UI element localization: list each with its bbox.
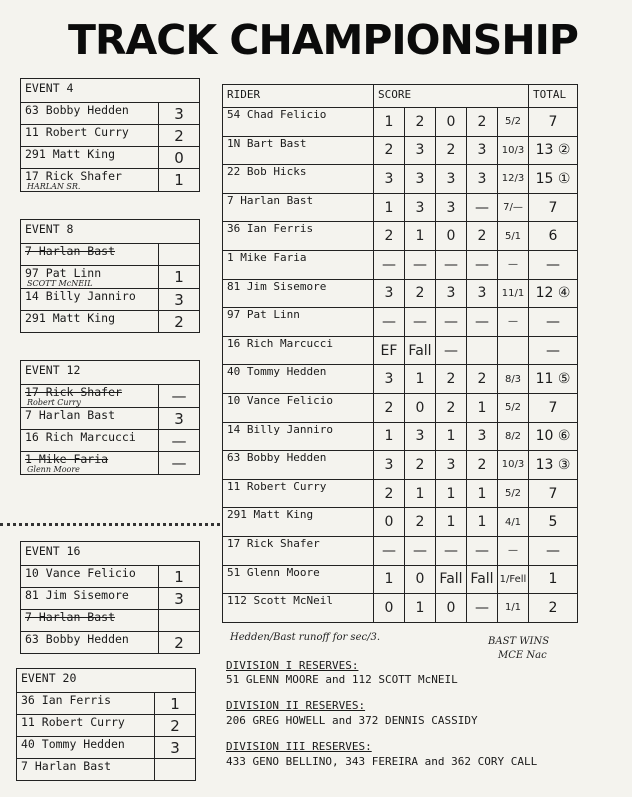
event-place	[155, 759, 196, 781]
standings-row	[223, 365, 578, 394]
event-place: —	[159, 430, 200, 452]
event-table	[20, 219, 200, 333]
score-cell: Fall	[436, 565, 467, 594]
event-rider: 14 Billy Janniro	[21, 289, 159, 311]
rider-name: 22 Bob Hicks	[223, 165, 374, 194]
event-rider: 63 Bobby Hedden	[21, 632, 159, 654]
score-cell: 2	[467, 222, 498, 251]
event-rider: 1 Mike Faria	[25, 452, 109, 466]
score-cell: 12/3	[498, 165, 529, 194]
event-rider: 7 Harlan Bast	[21, 408, 159, 430]
score-cell: 1	[405, 365, 436, 394]
winner-note-2: MCE Nac	[498, 650, 547, 661]
score-cell: 3	[405, 136, 436, 165]
rider-name: 1N Bart Bast	[223, 136, 374, 165]
score-cell: —	[498, 536, 529, 565]
dotted-divider	[0, 523, 220, 526]
score-cell: 1	[374, 193, 405, 222]
score-cell: 3	[467, 422, 498, 451]
standings-row	[223, 393, 578, 422]
score-cell: 3	[374, 365, 405, 394]
event-rider: 7 Harlan Bast	[21, 610, 159, 632]
score-cell: 3	[436, 279, 467, 308]
event-rider-cell	[21, 452, 159, 475]
total-cell: 13 ②	[529, 136, 578, 165]
score-cell: Fall	[405, 336, 436, 365]
reserves-heading-2	[226, 699, 365, 712]
event-rider: 10 Vance Felicio	[21, 566, 159, 588]
rider-name: 7 Harlan Bast	[223, 193, 374, 222]
standings-row	[223, 536, 578, 565]
score-cell: —	[374, 308, 405, 337]
runoff-note: Hedden/Bast runoff for sec/3.	[230, 632, 380, 643]
reserves-heading-1	[226, 659, 358, 672]
total-cell: —	[529, 336, 578, 365]
reserves-list-2: 206 GREG HOWELL and 372 DENNIS CASSIDY	[226, 714, 478, 727]
total-cell: 7	[529, 108, 578, 137]
event-rider: 7 Harlan Bast	[17, 759, 155, 781]
score-cell: 1	[436, 508, 467, 537]
score-cell: —	[498, 250, 529, 279]
event-place	[159, 610, 200, 632]
event-rider: 11 Robert Curry	[21, 125, 159, 147]
event-place: 3	[159, 588, 200, 610]
event-rider: 291 Matt King	[21, 311, 159, 333]
score-cell: 10/3	[498, 451, 529, 480]
event-rider-cell	[21, 169, 159, 192]
event-place: 3	[159, 289, 200, 311]
score-cell: 0	[436, 594, 467, 623]
event-place: 1	[159, 169, 200, 192]
standings-row	[223, 422, 578, 451]
score-cell: 7/—	[498, 193, 529, 222]
score-cell: 3	[374, 279, 405, 308]
event-rider: 97 Pat Linn	[25, 266, 102, 280]
total-cell: 6	[529, 222, 578, 251]
score-cell: Fall	[467, 565, 498, 594]
score-cell	[467, 336, 498, 365]
rider-name: 1 Mike Faria	[223, 250, 374, 279]
score-cell: 1	[467, 508, 498, 537]
score-cell: 2	[436, 393, 467, 422]
event-heading: EVENT 20	[17, 669, 196, 693]
score-cell: 2	[405, 508, 436, 537]
event-place: 2	[159, 632, 200, 654]
score-cell: 5/2	[498, 108, 529, 137]
score-cell: 1/Fell	[498, 565, 529, 594]
score-cell	[498, 336, 529, 365]
score-cell: 8/2	[498, 422, 529, 451]
event-rider: 7 Harlan Bast	[21, 244, 159, 266]
score-cell: 1	[436, 422, 467, 451]
event-heading: EVENT 16	[21, 542, 200, 566]
standings-row	[223, 508, 578, 537]
event-place	[159, 244, 200, 266]
standings-row	[223, 451, 578, 480]
event-place: 3	[159, 408, 200, 430]
standings-row	[223, 165, 578, 194]
score-cell: 1	[374, 565, 405, 594]
score-cell: 2	[374, 222, 405, 251]
score-cell: 2	[374, 393, 405, 422]
score-cell: EF	[374, 336, 405, 365]
score-cell: 1/1	[498, 594, 529, 623]
rider-name: 63 Bobby Hedden	[223, 451, 374, 480]
score-cell: —	[405, 250, 436, 279]
total-cell: 7	[529, 193, 578, 222]
score-cell: 3	[405, 165, 436, 194]
score-cell: 8/3	[498, 365, 529, 394]
event-place: 2	[159, 125, 200, 147]
event-rider: 17 Rick Shafer	[25, 169, 122, 183]
event-heading: EVENT 4	[21, 79, 200, 103]
score-cell: —	[467, 536, 498, 565]
score-cell: 2	[467, 451, 498, 480]
total-cell: —	[529, 250, 578, 279]
score-cell: —	[498, 308, 529, 337]
total-cell: 7	[529, 393, 578, 422]
score-cell: 1	[467, 479, 498, 508]
rider-name: 112 Scott McNeil	[223, 594, 374, 623]
event-table	[20, 360, 200, 475]
score-cell: —	[436, 308, 467, 337]
reserves-heading-text: DIVISION I RESERVES:	[226, 659, 359, 672]
header-total: TOTAL	[529, 85, 578, 108]
score-cell: 4/1	[498, 508, 529, 537]
winner-note: BAST WINS	[488, 636, 550, 647]
score-cell: —	[436, 250, 467, 279]
event-place: 3	[159, 103, 200, 125]
handwritten-note: Glenn Moore	[27, 465, 80, 474]
score-cell: 1	[374, 422, 405, 451]
standings-row	[223, 336, 578, 365]
page-title: TRACK CHAMPIONSHIP	[68, 16, 578, 64]
rider-name: 51 Glenn Moore	[223, 565, 374, 594]
standings-row	[223, 594, 578, 623]
event-place: 2	[155, 715, 196, 737]
reserves-list-3: 433 GENO BELLINO, 343 FEREIRA and 362 CORY CALL	[226, 755, 538, 768]
score-cell: 1	[405, 222, 436, 251]
event-table	[16, 668, 196, 781]
score-cell: 2	[467, 365, 498, 394]
rider-name: 54 Chad Felicio	[223, 108, 374, 137]
event-rider: 36 Ian Ferris	[17, 693, 155, 715]
rider-name: 291 Matt King	[223, 508, 374, 537]
score-cell: 1	[436, 479, 467, 508]
event-place: 1	[155, 693, 196, 715]
score-cell: 0	[374, 594, 405, 623]
score-cell: 2	[436, 136, 467, 165]
score-cell: 3	[405, 422, 436, 451]
standings-row	[223, 222, 578, 251]
event-place: 3	[155, 737, 196, 759]
event-place: 2	[159, 311, 200, 333]
score-cell: 11/1	[498, 279, 529, 308]
event-rider: 63 Bobby Hedden	[21, 103, 159, 125]
score-cell: 5/1	[498, 222, 529, 251]
score-cell: 2	[374, 479, 405, 508]
rider-name: 36 Ian Ferris	[223, 222, 374, 251]
score-cell: 3	[374, 165, 405, 194]
event-place: —	[159, 385, 200, 408]
total-cell: 2	[529, 594, 578, 623]
score-cell: 3	[405, 193, 436, 222]
event-rider: 16 Rich Marcucci	[21, 430, 159, 452]
event-rider: 291 Matt King	[21, 147, 159, 169]
event-place: 1	[159, 266, 200, 289]
score-cell: 2	[467, 108, 498, 137]
score-cell: 3	[436, 193, 467, 222]
handwritten-note: Robert Curry	[27, 398, 81, 407]
header-rider: RIDER	[223, 85, 374, 108]
score-cell: 0	[436, 108, 467, 137]
event-place: 1	[159, 566, 200, 588]
score-cell: —	[467, 594, 498, 623]
event-heading: EVENT 12	[21, 361, 200, 385]
score-cell: 2	[374, 136, 405, 165]
rider-name: 81 Jim Sisemore	[223, 279, 374, 308]
score-cell: 1	[405, 479, 436, 508]
standings-row	[223, 108, 578, 137]
reserves-heading-text: DIVISION III RESERVES:	[226, 740, 372, 753]
score-cell: 0	[374, 508, 405, 537]
reserves-list-1: 51 GLENN MOORE and 112 SCOTT McNEIL	[226, 673, 458, 686]
event-heading: EVENT 8	[21, 220, 200, 244]
standings-row	[223, 279, 578, 308]
event-table	[20, 541, 200, 654]
score-cell: —	[467, 193, 498, 222]
reserves-heading-text: DIVISION II RESERVES:	[226, 699, 366, 712]
event-rider: 11 Robert Curry	[17, 715, 155, 737]
score-cell: —	[374, 250, 405, 279]
handwritten-note: SCOTT McNEIL	[27, 279, 93, 288]
total-cell: 7	[529, 479, 578, 508]
standings-row	[223, 479, 578, 508]
standings-row	[223, 565, 578, 594]
score-cell: 1	[467, 393, 498, 422]
standings-row	[223, 308, 578, 337]
score-cell: —	[405, 536, 436, 565]
standings-body	[223, 108, 578, 623]
score-cell: 2	[436, 365, 467, 394]
standings-row	[223, 250, 578, 279]
header-score: SCORE	[374, 85, 529, 108]
score-cell: —	[436, 536, 467, 565]
event-place: 0	[159, 147, 200, 169]
standings-table	[222, 84, 578, 623]
score-cell: 0	[436, 222, 467, 251]
score-cell: 2	[405, 279, 436, 308]
score-cell: 0	[405, 393, 436, 422]
total-cell: 12 ④	[529, 279, 578, 308]
score-cell: 1	[374, 108, 405, 137]
score-cell: 3	[436, 451, 467, 480]
score-cell: 2	[405, 108, 436, 137]
rider-name: 40 Tommy Hedden	[223, 365, 374, 394]
total-cell: —	[529, 308, 578, 337]
score-cell: 1	[405, 594, 436, 623]
score-cell: 3	[467, 279, 498, 308]
rider-name: 11 Robert Curry	[223, 479, 374, 508]
rider-name: 10 Vance Felicio	[223, 393, 374, 422]
event-table	[20, 78, 200, 192]
standings-row	[223, 193, 578, 222]
score-cell: —	[405, 308, 436, 337]
event-rider: 17 Rick Shafer	[25, 385, 122, 399]
event-rider: 40 Tommy Hedden	[17, 737, 155, 759]
rider-name: 97 Pat Linn	[223, 308, 374, 337]
score-cell: 3	[436, 165, 467, 194]
score-cell: 0	[405, 565, 436, 594]
score-cell: 10/3	[498, 136, 529, 165]
score-cell: 3	[467, 136, 498, 165]
reserves-heading-3	[226, 740, 372, 753]
score-cell: 3	[467, 165, 498, 194]
score-cell: 3	[374, 451, 405, 480]
score-cell: —	[467, 308, 498, 337]
event-rider-cell	[21, 385, 159, 408]
total-cell: 5	[529, 508, 578, 537]
total-cell: 13 ③	[529, 451, 578, 480]
score-cell: 5/2	[498, 393, 529, 422]
score-cell: —	[436, 336, 467, 365]
standings-row	[223, 136, 578, 165]
score-cell: 5/2	[498, 479, 529, 508]
score-cell: —	[467, 250, 498, 279]
event-rider-cell	[21, 266, 159, 289]
rider-name: 16 Rich Marcucci	[223, 336, 374, 365]
total-cell: —	[529, 536, 578, 565]
rider-name: 14 Billy Janniro	[223, 422, 374, 451]
total-cell: 10 ⑥	[529, 422, 578, 451]
total-cell: 1	[529, 565, 578, 594]
handwritten-note: HARLAN SR.	[27, 182, 81, 191]
event-place: —	[159, 452, 200, 475]
score-cell: —	[374, 536, 405, 565]
score-cell: 2	[405, 451, 436, 480]
rider-name: 17 Rick Shafer	[223, 536, 374, 565]
event-rider: 81 Jim Sisemore	[21, 588, 159, 610]
total-cell: 11 ⑤	[529, 365, 578, 394]
total-cell: 15 ①	[529, 165, 578, 194]
